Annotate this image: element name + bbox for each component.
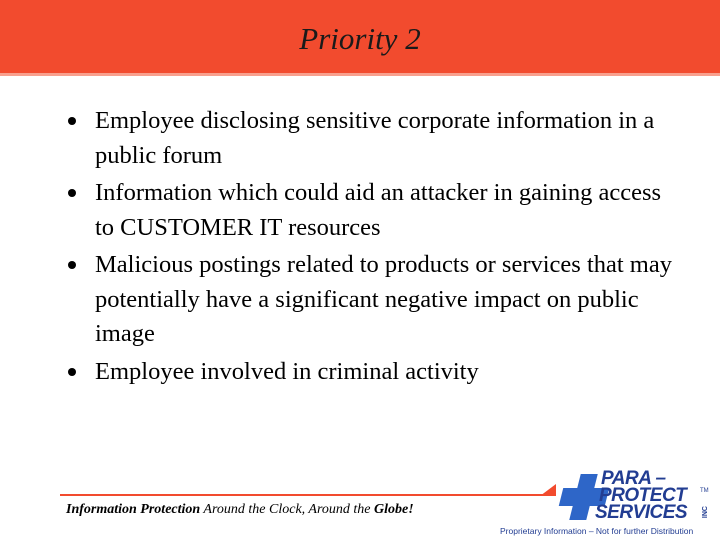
bullet-item	[68, 248, 678, 352]
bullet-list	[68, 104, 678, 392]
bullet-dot-icon	[68, 261, 76, 269]
bullet-text: Information which could aid an attacker in gaining access to CUSTOMER IT resources	[95, 179, 662, 241]
logo-trademark: TM	[700, 488, 709, 494]
bullet-item	[68, 104, 678, 173]
bullet-text: Employee involved in criminal activity	[95, 357, 479, 385]
footer-wedge	[540, 484, 556, 496]
bullet-dot-icon	[68, 117, 76, 125]
tagline-middle: Around the Clock, Around the	[200, 502, 375, 517]
bullet-text: Malicious postings related to products or services that may potentially have a significant negative impact on public image	[95, 251, 672, 347]
slide-title: Priority 2	[299, 21, 421, 56]
bullet-item	[68, 355, 678, 390]
bullet-dot-icon	[68, 189, 76, 197]
footer-tagline	[66, 502, 414, 518]
proprietary-notice: Proprietary Information – Not for further Distribution	[500, 526, 694, 536]
tagline-bold: Information Protection	[66, 502, 201, 517]
footer-divider	[60, 494, 552, 496]
logo-line-1: PARA –	[601, 468, 666, 489]
logo-line-2: PROTECT	[599, 485, 687, 506]
logo-inc: INC	[702, 506, 709, 519]
tagline-end: Globe!	[374, 502, 414, 517]
bullet-item	[68, 176, 678, 245]
bullet-dot-icon	[68, 368, 76, 376]
logo-line-3: SERVICES	[595, 502, 688, 523]
bullet-text: Employee disclosing sensitive corporate information in a public forum	[95, 107, 655, 169]
